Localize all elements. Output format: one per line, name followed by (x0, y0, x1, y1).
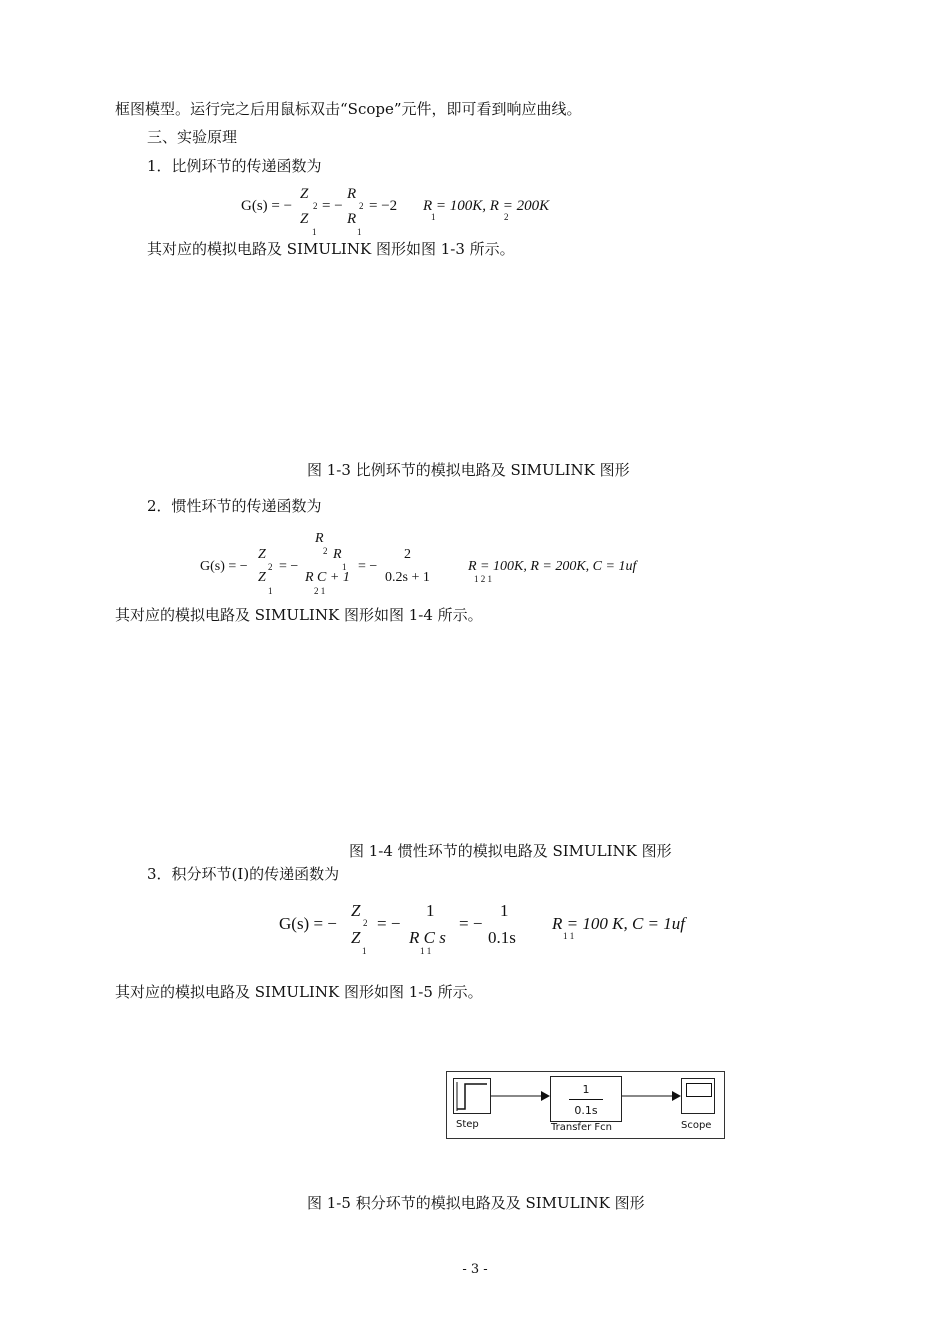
eq2-top: R (315, 531, 324, 546)
fig-1-4-caption: 图 1-4 惯性环节的模拟电路及 SIMULINK 图形 (349, 842, 672, 860)
eq1-den2-sub: 1 (357, 227, 362, 237)
signal-line-2 (622, 1090, 682, 1102)
eq2-params-sub: 1 2 1 (474, 574, 492, 584)
eq2-params: R = 100K, R = 200K, C = 1uf (468, 559, 637, 574)
intro-paragraph: 框图模型。运行完之后用鼠标双击“Scope”元件，即可看到响应曲线。 (115, 100, 582, 118)
eq2-mid2: = − (358, 559, 378, 574)
scope-label: Scope (681, 1120, 712, 1131)
section-title: 三、实验原理 (147, 128, 238, 146)
eq2-num3: 2 (404, 547, 411, 562)
eq1-num2-sub: 2 (359, 201, 364, 211)
fig-1-3-caption: 图 1-3 比例环节的模拟电路及 SIMULINK 图形 (307, 461, 630, 479)
eq1-den1: Z (300, 211, 309, 227)
eq1-num1-sub: 2 (313, 201, 318, 211)
eq1-den1-sub: 1 (312, 227, 317, 237)
simulink-diagram (446, 1071, 725, 1139)
scope-screen-icon (686, 1083, 712, 1097)
eq2-den1-sub: 1 (268, 586, 273, 596)
eq1-result: = −2 (369, 198, 398, 214)
eq2-den2-sub: 2 1 (314, 586, 326, 596)
eq3-num1-sub: 2 (363, 918, 368, 928)
eq1-params-sub2: 2 (504, 212, 509, 222)
tf-fraction-bar (569, 1099, 603, 1100)
eq3-den2: R C s (409, 928, 446, 947)
tf-denominator: 0.1s (574, 1104, 598, 1117)
eq3-lhs: G(s) = − (279, 914, 337, 933)
scope-block[interactable] (681, 1078, 715, 1114)
eq2-den2: R C + 1 (305, 570, 350, 585)
eq2-lhs: G(s) = − (200, 559, 248, 574)
transfer-fcn-block[interactable] (550, 1076, 622, 1122)
page-number: - 3 - (462, 1262, 488, 1277)
item2-title: 2．惯性环节的传递函数为 (147, 497, 322, 515)
eq3-params-sub: 1 1 (563, 931, 575, 941)
eq2-num1-sub: 2 (268, 562, 273, 572)
eq1-params: R = 100K, R = 200K (423, 198, 550, 214)
eq1-num1: Z (300, 186, 309, 202)
eq3-mid: = − (377, 914, 401, 933)
item1-description: 其对应的模拟电路及 SIMULINK 图形如图 1-3 所示。 (147, 240, 515, 258)
eq2-den1: Z (258, 570, 266, 585)
eq2-num2-sub: 1 (342, 562, 347, 572)
item3-description: 其对应的模拟电路及 SIMULINK 图形如图 1-5 所示。 (115, 983, 483, 1001)
eq3-den1-sub: 1 (362, 946, 367, 956)
step-label: Step (456, 1119, 479, 1130)
eq2-mid: = − (279, 559, 299, 574)
eq3-num3: 1 (500, 901, 509, 920)
item2-description: 其对应的模拟电路及 SIMULINK 图形如图 1-4 所示。 (115, 606, 483, 624)
eq1-params-sub1: 1 (431, 212, 436, 222)
item3-title: 3．积分环节(I)的传递函数为 (147, 865, 340, 883)
eq2-den3: 0.2s + 1 (385, 570, 430, 585)
step-block[interactable] (453, 1078, 491, 1114)
eq3-params: R = 100 K, C = 1uf (552, 914, 685, 933)
eq1-mid: = − (322, 198, 343, 214)
eq1-den2: R (347, 211, 357, 227)
tf-label: Transfer Fcn (551, 1122, 612, 1133)
eq1-lhs: G(s) = − (241, 198, 293, 214)
eq3-num1: Z (351, 901, 361, 920)
eq3-den3: 0.1s (488, 928, 516, 947)
item1-title: 1．比例环节的传递函数为 (147, 157, 322, 175)
tf-numerator: 1 (582, 1083, 590, 1096)
eq2-num2: R (333, 547, 342, 562)
signal-line-1 (491, 1090, 551, 1102)
eq3-den1: Z (351, 928, 361, 947)
eq3-mid2: = − (459, 914, 483, 933)
eq3-num2: 1 (426, 901, 435, 920)
eq2-top-sub: 2 (323, 546, 328, 556)
eq2-num1: Z (258, 547, 266, 562)
eq3-den2-sub: 1 1 (420, 946, 432, 956)
step-icon (454, 1079, 490, 1113)
eq1-num2: R (347, 186, 357, 202)
fig-1-5-caption: 图 1-5 积分环节的模拟电路及及 SIMULINK 图形 (307, 1194, 645, 1212)
